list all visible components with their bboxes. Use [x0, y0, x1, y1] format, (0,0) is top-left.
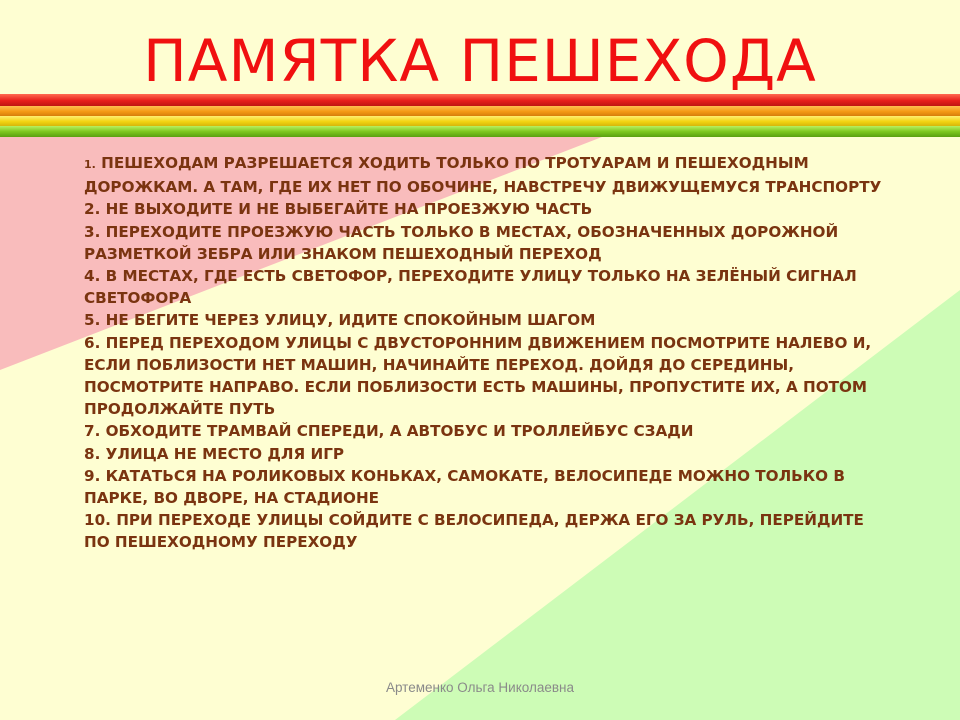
rules-list — [84, 152, 894, 554]
stripe-yellow — [0, 116, 960, 127]
rule-number: 7. — [84, 422, 101, 441]
rule-item — [84, 152, 894, 198]
rule-item — [84, 309, 894, 331]
rule-item — [84, 221, 894, 265]
slide-title: ПАМЯТКА ПЕШЕХОДА — [143, 27, 817, 95]
stripe-green — [0, 126, 960, 137]
rule-item — [84, 465, 894, 509]
rule-item — [84, 265, 894, 309]
rule-text: ОБХОДИТЕ ТРАМВАЙ СПЕРЕДИ, А АВТОБУС И ТРОЛЛЕЙБУС СЗАДИ — [105, 422, 694, 441]
rule-number: 3. — [84, 222, 101, 241]
rule-text: НЕ ВЫХОДИТЕ И НЕ ВЫБЕГАЙТЕ НА ПРОЕЗЖУЮ ЧАСТЬ — [105, 200, 593, 219]
rule-number: 5. — [84, 311, 101, 330]
stripe-orange — [0, 106, 960, 117]
rule-number: 2. — [84, 200, 101, 219]
rule-text: ПЕШЕХОДАМ РАЗРЕШАЕТСЯ ХОДИТЬ ТОЛЬКО ПО ТРОТУАРАМ И ПЕШЕХОДНЫМ ДОРОЖКАМ. А ТАМ, ГДЕ ИХ НЕТ ПО ОБОЧИНЕ, НАВСТРЕЧУ ДВИЖУЩЕМУСЯ ТРАНСПОРТУ — [84, 154, 882, 197]
rule-number: 4. — [84, 267, 101, 286]
rule-number: 10. — [84, 511, 111, 530]
rule-text: УЛИЦА НЕ МЕСТО ДЛЯ ИГР — [105, 444, 345, 463]
rule-item — [84, 198, 894, 220]
rule-item — [84, 509, 894, 553]
rule-text: НЕ БЕГИТЕ ЧЕРЕЗ УЛИЦУ, ИДИТЕ СПОКОЙНЫМ ШАГОМ — [105, 311, 596, 330]
rule-item — [84, 443, 894, 465]
author-footer: Артеменко Ольга Николаевна — [385, 680, 575, 695]
rule-number: 6. — [84, 333, 101, 352]
rule-text: ПЕРЕХОДИТЕ ПРОЕЗЖУЮ ЧАСТЬ ТОЛЬКО В МЕСТАХ, ОБОЗНАЧЕННЫХ ДОРОЖНОЙ РАЗМЕТКОЙ ЗЕБРА ИЛИ ЗНАКОМ ПЕШЕХОДНЫЙ ПЕРЕХОД — [84, 222, 839, 263]
rule-number: 9. — [84, 466, 101, 485]
rule-text: ПЕРЕД ПЕРЕХОДОМ УЛИЦЫ С ДВУСТОРОННИМ ДВИЖЕНИЕМ ПОСМОТРИТЕ НАЛЕВО И, ЕСЛИ ПОБЛИЗОСТИ НЕТ МАШИН, НАЧИНАЙТЕ ПЕРЕХОД. ДОЙДЯ ДО СЕРЕДИНЫ, ПОСМОТРИТЕ НАПРАВО. ЕСЛИ ПОБЛИЗОСТИ ЕСТЬ МАШИНЫ, ПРОПУСТИТЕ ИХ, А ПОТОМ ПРОДОЛЖАЙТЕ ПУТЬ — [84, 333, 872, 419]
rule-text: КАТАТЬСЯ НА РОЛИКОВЫХ КОНЬКАХ, САМОКАТЕ, ВЕЛОСИПЕДЕ МОЖНО ТОЛЬКО В ПАРКЕ, ВО ДВОРЕ, НА СТАДИОНЕ — [84, 466, 845, 508]
rule-item — [84, 332, 894, 421]
rule-number: 8. — [84, 444, 101, 463]
rule-item — [84, 420, 894, 442]
rule-number: 1. — [84, 158, 96, 171]
rule-text: ПРИ ПЕРЕХОДЕ УЛИЦЫ СОЙДИТЕ С ВЕЛОСИПЕДА, ДЕРЖА ЕГО ЗА РУЛЬ, ПЕРЕЙДИТЕ ПО ПЕШЕХОДНОМУ ПЕРЕХОДУ — [84, 511, 864, 552]
rule-text: В МЕСТАХ, ГДЕ ЕСТЬ СВЕТОФОР, ПЕРЕХОДИТЕ УЛИЦУ ТОЛЬКО НА ЗЕЛЁНЫЙ СИГНАЛ СВЕТОФОРА — [84, 267, 857, 308]
